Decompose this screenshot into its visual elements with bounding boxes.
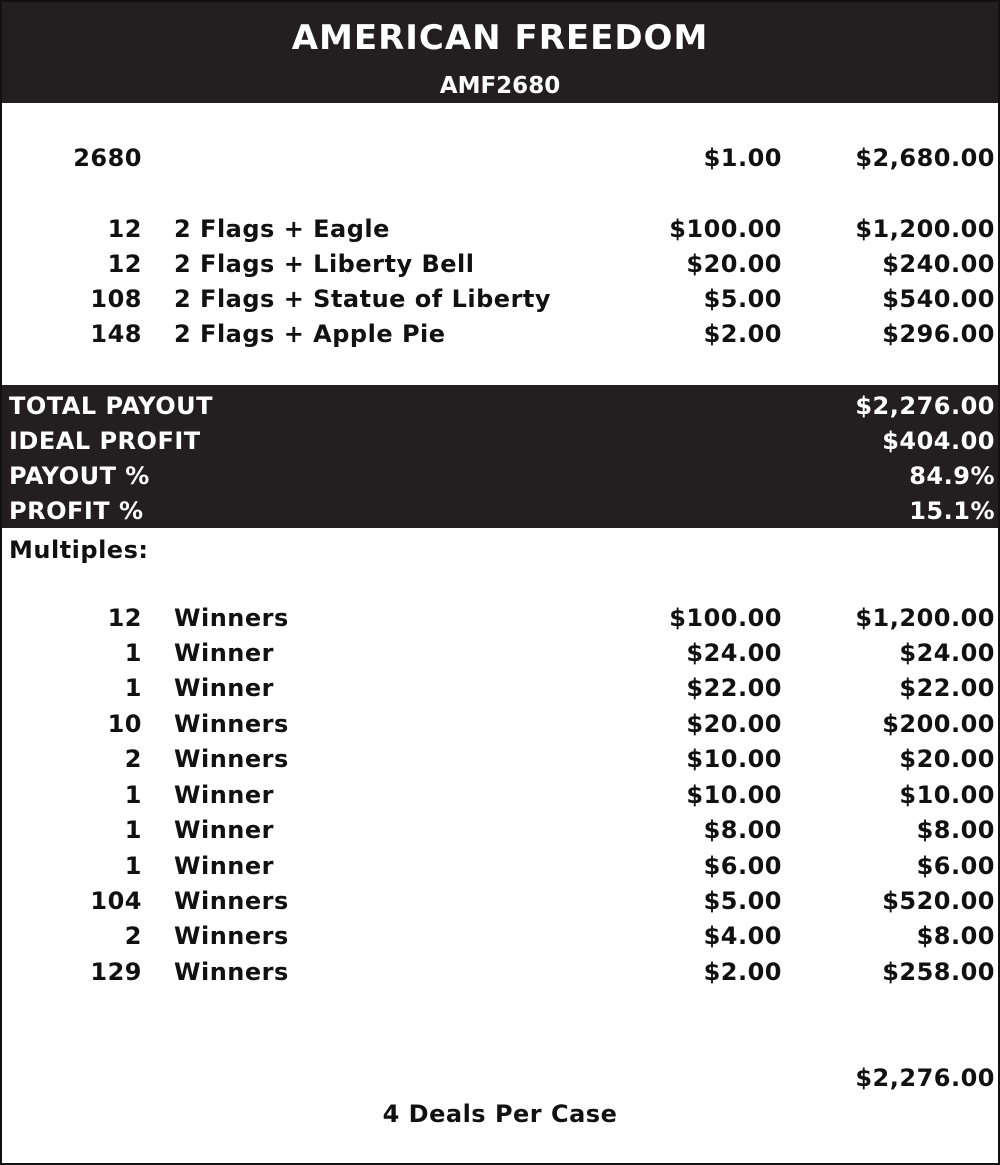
multiple-row (2, 918, 998, 954)
prize-amount: $540.00 (882, 285, 995, 313)
summary-row-total-payout (2, 388, 998, 424)
multiple-row (2, 670, 998, 706)
deal-count: 2680 (73, 144, 142, 172)
multiple-row (2, 883, 998, 919)
multiple-amount: $22.00 (899, 674, 995, 702)
multiple-row (2, 741, 998, 777)
multiple-price: $5.00 (703, 887, 782, 915)
multiple-amount: $1,200.00 (855, 604, 995, 632)
multiple-amount: $200.00 (882, 710, 995, 738)
multiple-desc: Winner (174, 816, 274, 844)
deal-row (2, 140, 998, 176)
multiple-row (2, 777, 998, 813)
multiple-amount: $520.00 (882, 887, 995, 915)
multiple-desc: Winner (174, 852, 274, 880)
prize-desc: 2 Flags + Liberty Bell (174, 250, 475, 278)
prize-desc: 2 Flags + Apple Pie (174, 320, 446, 348)
prize-row (2, 281, 998, 317)
summary-row-payout-percent (2, 458, 998, 494)
prize-desc: 2 Flags + Statue of Liberty (174, 285, 552, 313)
multiple-qty: 2 (124, 922, 142, 950)
multiple-amount: $258.00 (882, 958, 995, 986)
deal-price: $1.00 (703, 144, 782, 172)
multiple-desc: Winners (174, 958, 289, 986)
prize-qty: 12 (107, 250, 142, 278)
multiple-desc: Winner (174, 781, 274, 809)
multiple-desc: Winner (174, 674, 274, 702)
prize-row (2, 246, 998, 282)
summary-label: PAYOUT % (9, 462, 150, 490)
multiple-row (2, 706, 998, 742)
multiple-desc: Winners (174, 710, 289, 738)
prize-qty: 12 (107, 215, 142, 243)
multiple-row (2, 600, 998, 636)
multiple-row (2, 812, 998, 848)
summary-value: $404.00 (882, 427, 995, 455)
prize-price: $100.00 (669, 215, 782, 243)
multiple-qty: 10 (107, 710, 142, 738)
multiple-price: $8.00 (703, 816, 782, 844)
multiple-desc: Winners (174, 922, 289, 950)
prize-price: $20.00 (686, 250, 782, 278)
summary-value: 15.1% (909, 497, 995, 525)
prize-amount: $240.00 (882, 250, 995, 278)
multiple-price: $2.00 (703, 958, 782, 986)
multiple-amount: $6.00 (916, 852, 995, 880)
multiple-qty: 129 (90, 958, 142, 986)
deals-per-case: 4 Deals Per Case (382, 1100, 618, 1128)
multiple-amount: $10.00 (899, 781, 995, 809)
prize-qty: 148 (90, 320, 142, 348)
game-title: AMERICAN FREEDOM (291, 18, 709, 58)
summary-label: PROFIT % (9, 497, 144, 525)
multiple-desc: Winners (174, 604, 289, 632)
prize-amount: $296.00 (882, 320, 995, 348)
summary-value: $2,276.00 (855, 392, 995, 420)
prize-row (2, 211, 998, 247)
deal-total: $2,680.00 (855, 144, 995, 172)
prize-amount: $1,200.00 (855, 215, 995, 243)
multiple-price: $4.00 (703, 922, 782, 950)
multiple-price: $24.00 (686, 639, 782, 667)
prize-qty: 108 (90, 285, 142, 313)
summary-label: IDEAL PROFIT (9, 427, 201, 455)
prize-price: $2.00 (703, 320, 782, 348)
multiple-price: $20.00 (686, 710, 782, 738)
multiple-price: $10.00 (686, 781, 782, 809)
summary-value: 84.9% (909, 462, 995, 490)
multiple-desc: Winners (174, 887, 289, 915)
multiple-qty: 2 (124, 745, 142, 773)
multiple-amount: $8.00 (916, 922, 995, 950)
multiple-qty: 1 (124, 816, 142, 844)
multiple-amount: $20.00 (899, 745, 995, 773)
multiple-row (2, 848, 998, 884)
multiple-qty: 1 (124, 639, 142, 667)
multiple-price: $6.00 (703, 852, 782, 880)
multiple-price: $10.00 (686, 745, 782, 773)
summary-label: TOTAL PAYOUT (9, 392, 213, 420)
multiple-row (2, 635, 998, 671)
multiple-price: $22.00 (686, 674, 782, 702)
multiple-amount: $24.00 (899, 639, 995, 667)
multiple-amount: $8.00 (916, 816, 995, 844)
prize-desc: 2 Flags + Eagle (174, 215, 390, 243)
summary-block (2, 385, 998, 528)
multiple-desc: Winner (174, 639, 274, 667)
multiple-qty: 12 (107, 604, 142, 632)
multiple-desc: Winners (174, 745, 289, 773)
multiple-row (2, 954, 998, 990)
game-code: AMF2680 (439, 73, 561, 99)
summary-row-profit-percent (2, 493, 998, 529)
multiple-qty: 104 (90, 887, 142, 915)
multiple-qty: 1 (124, 781, 142, 809)
prize-price: $5.00 (703, 285, 782, 313)
multiple-qty: 1 (124, 852, 142, 880)
header-bar (2, 2, 998, 103)
multiple-price: $100.00 (669, 604, 782, 632)
prize-row (2, 316, 998, 352)
multiples-heading: Multiples: (9, 536, 149, 564)
summary-row-ideal-profit (2, 423, 998, 459)
multiple-qty: 1 (124, 674, 142, 702)
grand-total: $2,276.00 (855, 1064, 995, 1092)
